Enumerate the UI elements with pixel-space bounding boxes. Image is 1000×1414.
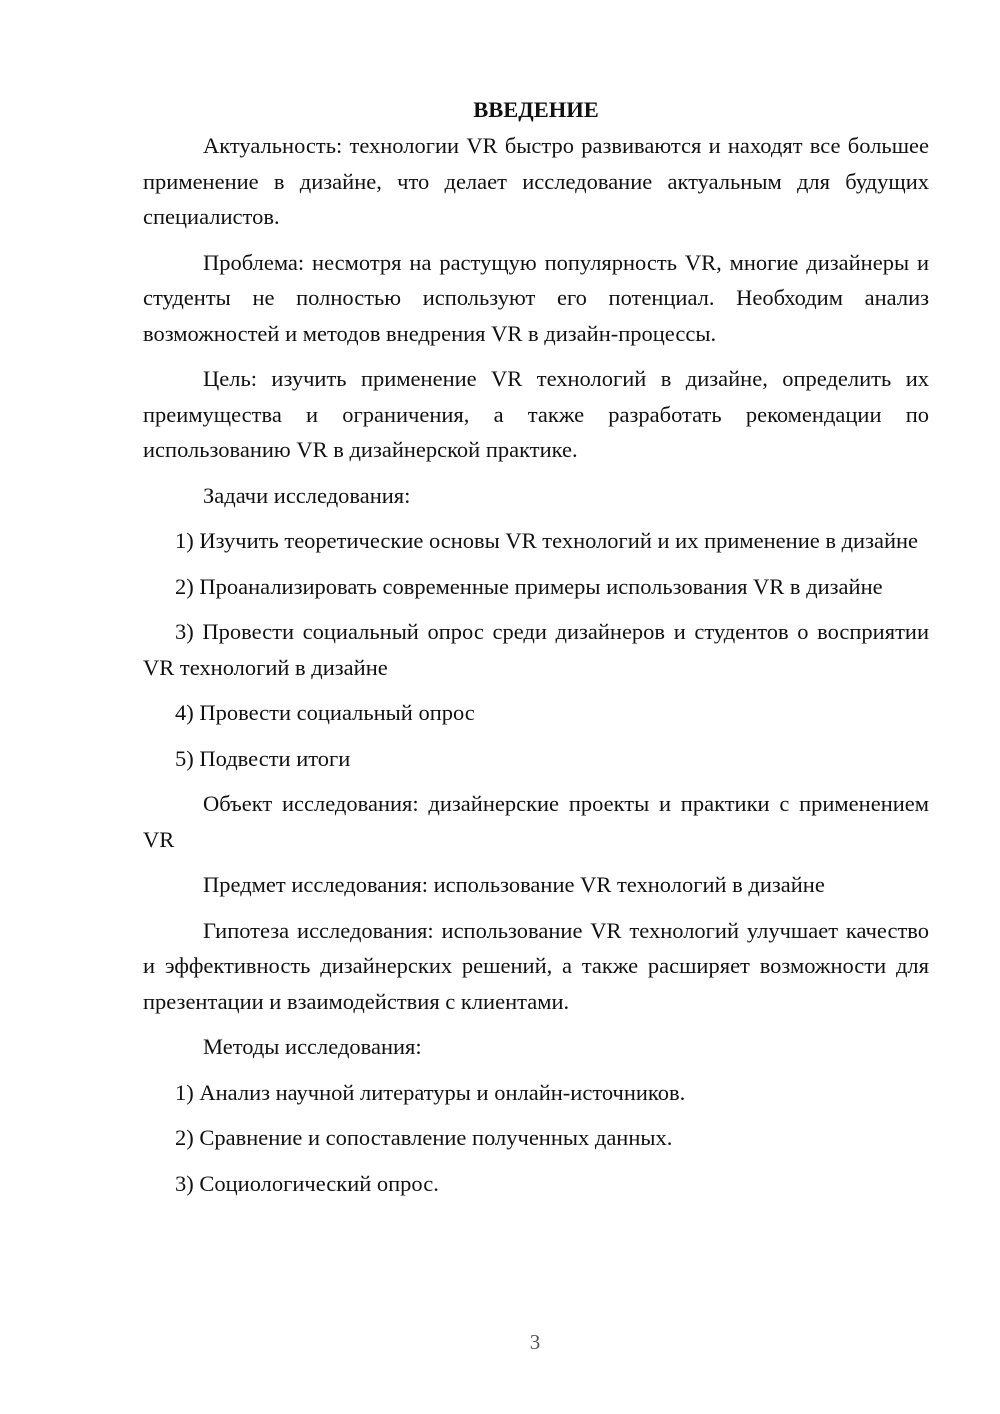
relevance-paragraph: Актуальность: технологии VR быстро развиваются и находят все большее применение в дизайне, что делает исследование актуальным для будущих специалистов. [143, 133, 929, 229]
page-number: 3 [529, 1330, 541, 1354]
object-paragraph: Объект исследования: дизайнерские проекты и практики с применением VR [143, 791, 929, 852]
method-item: 1) Анализ научной литературы и онлайн-источников. [175, 1079, 686, 1105]
tasks-heading: Задачи исследования: [203, 482, 411, 508]
method-item: 2) Сравнение и сопоставление полученных данных. [175, 1125, 673, 1150]
task-item: 4) Провести социальный опрос [175, 700, 475, 725]
goal-paragraph: Цель: изучить применение VR технологий в дизайне, определить их преимущества и ограничения, а также разработать рекомендации по использованию VR в дизайнерской практике. [143, 366, 929, 462]
task-item: 1) Изучить теоретические основы VR технологий и их применение в дизайне [175, 528, 919, 553]
page-content [143, 92, 929, 1211]
hypothesis-paragraph: Гипотеза исследования: использование VR технологий улучшает качество и эффективность дизайнерских решений, а также расширяет возможности для презентации и взаимодействия с клиентами. [143, 917, 929, 1014]
task-item: 3) Провести социальный опрос среди дизайнеров и студентов о восприятии VR технологий в дизайне [143, 619, 929, 680]
task-item: 2) Проанализировать современные примеры использования VR в дизайне [175, 573, 883, 599]
subject-paragraph: Предмет исследования: использование VR технологий в дизайне [203, 872, 825, 897]
page-title: ВВЕДЕНИЕ [473, 97, 599, 122]
methods-heading: Методы исследования: [203, 1034, 422, 1059]
problem-paragraph: Проблема: несмотря на растущую популярность VR, многие дизайнеры и студенты не полностью используют его потенциал. Необходим анализ возможностей и методов внедрения VR в дизайн-процессы. [143, 249, 929, 346]
task-item: 5) Подвести итоги [175, 745, 351, 771]
method-item: 3) Социологический опрос. [175, 1170, 439, 1196]
